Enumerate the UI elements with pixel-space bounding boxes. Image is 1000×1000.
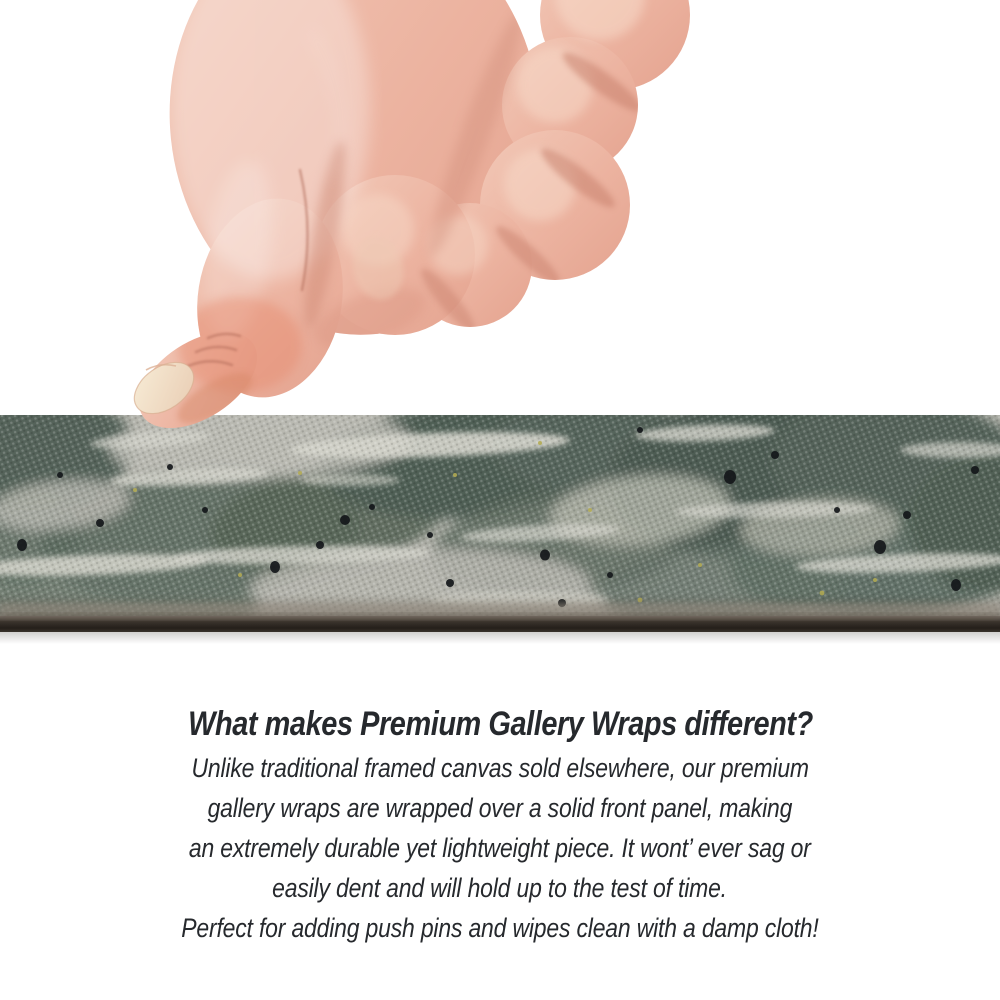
heading: What makes Premium Gallery Wraps different? [187,705,813,743]
body-line-3: an extremely durable yet lightweight piece. It wont’ ever sag or [189,833,811,863]
canvas-wrap-edge-strip [0,415,1000,632]
body-line-5: Perfect for adding push pins and wipes clean with a damp cloth! [181,913,819,943]
body-line-2: gallery wraps are wrapped over a solid front panel, making [207,793,793,823]
hand-pressing-thumb-illustration [78,0,703,432]
body-line-1: Unlike traditional framed canvas sold elsewhere, our premium [191,753,809,783]
body-line-4: easily dent and will hold up to the test of time. [272,873,728,903]
description-text-block [0,700,1000,948]
